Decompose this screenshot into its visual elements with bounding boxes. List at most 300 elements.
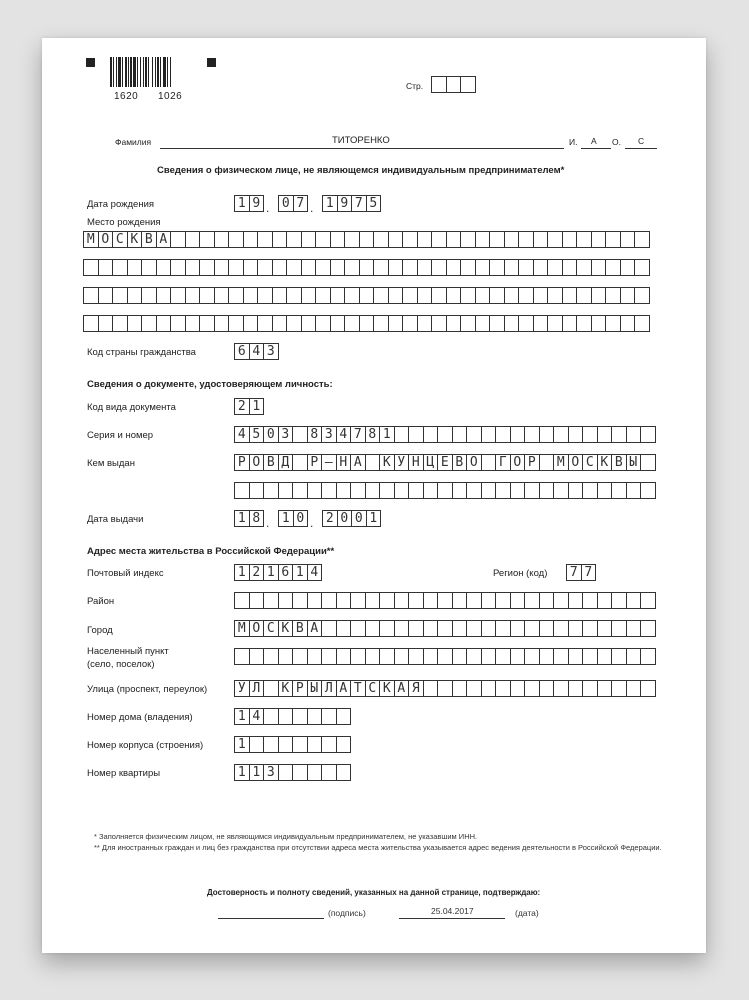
char-cell: [185, 315, 201, 332]
initial-o-value[interactable]: С: [638, 136, 645, 146]
barcode-bar: [122, 57, 123, 87]
document-series-field[interactable]: [234, 426, 655, 443]
char-cell: [591, 287, 607, 304]
barcode-bar: [113, 57, 114, 87]
char-cell: К: [597, 454, 613, 471]
char-cell: [437, 680, 453, 697]
char-cell: [431, 287, 447, 304]
issue-day-field[interactable]: [234, 510, 263, 527]
document-type-field[interactable]: [234, 398, 263, 415]
char-cell: Л: [249, 680, 265, 697]
region-label: Регион (код): [493, 568, 548, 579]
char-cell: [626, 426, 642, 443]
char-cell: 1: [249, 764, 265, 781]
char-cell: [576, 231, 592, 248]
char-cell: [597, 620, 613, 637]
char-cell: 4: [336, 426, 352, 443]
char-cell: [466, 592, 482, 609]
barcode-number-right: 1026: [158, 91, 183, 102]
char-cell: [373, 287, 389, 304]
street-label: Улица (проспект, переулок): [87, 684, 208, 695]
char-cell: [533, 287, 549, 304]
char-cell: [170, 315, 186, 332]
char-cell: 4: [249, 343, 265, 360]
char-cell: Е: [437, 454, 453, 471]
char-cell: А: [336, 680, 352, 697]
char-cell: 0: [337, 510, 353, 527]
char-cell: А: [394, 680, 410, 697]
char-cell: [640, 620, 656, 637]
char-cell: [199, 287, 215, 304]
char-cell: [452, 592, 468, 609]
char-cell: [626, 620, 642, 637]
document-type-label: Код вида документа: [87, 402, 176, 413]
char-cell: [307, 736, 323, 753]
signature-label: (подпись): [328, 908, 366, 918]
char-cell: 2: [322, 510, 338, 527]
char-cell: Д: [278, 454, 294, 471]
char-cell: [286, 259, 302, 276]
char-cell: [562, 315, 578, 332]
char-cell: [257, 287, 273, 304]
char-cell: [141, 287, 157, 304]
char-cell: [315, 315, 331, 332]
barcode: [110, 57, 194, 87]
char-cell: Ы: [626, 454, 642, 471]
char-cell: 1: [379, 426, 395, 443]
char-cell: [83, 259, 99, 276]
char-cell: [475, 231, 491, 248]
char-cell: [185, 287, 201, 304]
char-cell: [321, 482, 337, 499]
birth-month-field[interactable]: [278, 195, 307, 212]
char-cell: [394, 648, 410, 665]
char-cell: М: [553, 454, 569, 471]
char-cell: [278, 648, 294, 665]
char-cell: [292, 764, 308, 781]
char-cell: [568, 426, 584, 443]
char-cell: [437, 620, 453, 637]
char-cell: [199, 315, 215, 332]
char-cell: [518, 287, 534, 304]
char-cell: 7: [566, 564, 582, 581]
char-cell: 0: [351, 510, 367, 527]
birth-date-label: Дата рождения: [87, 199, 155, 210]
corner-marker: [86, 58, 95, 67]
char-cell: [112, 287, 128, 304]
char-cell: К: [278, 680, 294, 697]
char-cell: Л: [321, 680, 337, 697]
char-cell: С: [112, 231, 128, 248]
char-cell: [446, 287, 462, 304]
char-cell: [286, 231, 302, 248]
char-cell: О: [249, 620, 265, 637]
char-cell: [640, 454, 656, 471]
char-cell: [249, 736, 265, 753]
char-cell: [452, 426, 468, 443]
signature-date-value[interactable]: 25.04.2017: [431, 906, 474, 916]
char-cell: [379, 482, 395, 499]
char-cell: 7: [351, 195, 367, 212]
char-cell: [344, 315, 360, 332]
initial-i-value[interactable]: А: [591, 136, 597, 146]
date-line: [399, 918, 505, 919]
flat-field[interactable]: [234, 764, 350, 781]
surname-value[interactable]: ТИТОРЕНКО: [332, 135, 390, 146]
district-label: Район: [87, 596, 115, 607]
char-cell: 7: [581, 564, 597, 581]
char-cell: 1: [292, 564, 308, 581]
char-cell: [379, 648, 395, 665]
char-cell: [620, 259, 636, 276]
char-cell: [336, 620, 352, 637]
char-cell: [388, 231, 404, 248]
document-issued-by-line-2[interactable]: [234, 482, 655, 499]
char-cell: [431, 259, 447, 276]
char-cell: О: [249, 454, 265, 471]
barcode-bar: [155, 57, 156, 87]
char-cell: [533, 315, 549, 332]
char-cell: В: [141, 231, 157, 248]
char-cell: [321, 620, 337, 637]
char-cell: [373, 231, 389, 248]
char-cell: [423, 680, 439, 697]
postal-label: Почтовый индекс: [87, 568, 164, 579]
char-cell: [301, 259, 317, 276]
char-cell: [228, 315, 244, 332]
char-cell: [605, 287, 621, 304]
char-cell: [214, 287, 230, 304]
char-cell: О: [510, 454, 526, 471]
char-cell: [640, 592, 656, 609]
char-cell: [243, 231, 259, 248]
char-cell: [112, 315, 128, 332]
char-cell: [98, 287, 114, 304]
char-cell: [278, 708, 294, 725]
char-cell: О: [98, 231, 114, 248]
citizenship-field[interactable]: [234, 343, 278, 360]
char-cell: [634, 287, 650, 304]
char-cell: О: [466, 454, 482, 471]
char-cell: [423, 592, 439, 609]
char-cell: [228, 259, 244, 276]
settlement-sublabel: (село, поселок): [87, 659, 155, 670]
char-cell: [394, 620, 410, 637]
confirmation-text: Достоверность и полноту сведений, указанных на данной странице, подтверждаю:: [207, 888, 541, 897]
char-cell: [539, 680, 555, 697]
birth-year-field[interactable]: [322, 195, 380, 212]
char-cell: [640, 648, 656, 665]
birth-place-line-4[interactable]: [83, 315, 649, 332]
char-cell: Н: [408, 454, 424, 471]
char-cell: 5: [249, 426, 265, 443]
char-cell: [539, 426, 555, 443]
char-cell: [611, 592, 627, 609]
district-field[interactable]: [234, 592, 655, 609]
char-cell: [504, 287, 520, 304]
char-cell: Ы: [307, 680, 323, 697]
char-cell: К: [379, 680, 395, 697]
char-cell: [98, 259, 114, 276]
char-cell: [417, 315, 433, 332]
char-cell: [481, 620, 497, 637]
barcode-bar: [125, 57, 127, 87]
char-cell: А: [156, 231, 172, 248]
char-cell: [286, 315, 302, 332]
char-cell: [539, 620, 555, 637]
char-cell: [510, 592, 526, 609]
char-cell: [243, 315, 259, 332]
char-cell: [263, 736, 279, 753]
char-cell: [417, 287, 433, 304]
char-cell: [278, 482, 294, 499]
char-cell: [301, 315, 317, 332]
char-cell: [408, 426, 424, 443]
birth-place-label: Место рождения: [87, 217, 161, 228]
char-cell: [423, 426, 439, 443]
char-cell: [359, 315, 375, 332]
char-cell: [553, 592, 569, 609]
char-cell: [330, 259, 346, 276]
char-cell: [452, 648, 468, 665]
char-cell: [408, 592, 424, 609]
initial-o-label: О.: [612, 137, 621, 147]
char-cell: [591, 231, 607, 248]
char-cell: [83, 315, 99, 332]
char-cell: 2: [249, 564, 265, 581]
char-cell: [228, 287, 244, 304]
char-cell: С: [582, 454, 598, 471]
char-cell: [301, 287, 317, 304]
char-cell: [591, 259, 607, 276]
char-cell: [234, 592, 250, 609]
char-cell: [257, 315, 273, 332]
page-number-field[interactable]: [431, 76, 475, 93]
char-cell: [640, 482, 656, 499]
birth-place-line-2[interactable]: [83, 259, 649, 276]
char-cell: [481, 482, 497, 499]
birth-day-field[interactable]: [234, 195, 263, 212]
char-cell: [539, 482, 555, 499]
char-cell: [249, 648, 265, 665]
char-cell: [524, 592, 540, 609]
char-cell: [466, 482, 482, 499]
footnote-2: ** Для иностранных граждан и лиц без гражданства при отсутствии адреса места жительства указывается адрес ведения деятельности в Российской Федерации.: [94, 843, 662, 852]
char-cell: Ц: [423, 454, 439, 471]
char-cell: [321, 592, 337, 609]
char-cell: [292, 426, 308, 443]
char-cell: [156, 259, 172, 276]
char-cell: [307, 592, 323, 609]
char-cell: С: [263, 620, 279, 637]
char-cell: [437, 426, 453, 443]
barcode-bar: [110, 57, 112, 87]
char-cell: [626, 592, 642, 609]
char-cell: [234, 648, 250, 665]
char-cell: [481, 426, 497, 443]
char-cell: [466, 426, 482, 443]
char-cell: [336, 736, 352, 753]
char-cell: [460, 287, 476, 304]
char-cell: [272, 287, 288, 304]
barcode-bar: [170, 57, 171, 87]
char-cell: [475, 315, 491, 332]
char-cell: [263, 482, 279, 499]
char-cell: [431, 315, 447, 332]
building-label: Номер корпуса (строения): [87, 740, 204, 751]
char-cell: 4: [249, 708, 265, 725]
document-issued-by-line-1[interactable]: [234, 454, 655, 471]
document-issued-by-label: Кем выдан: [87, 458, 135, 469]
char-cell: [228, 231, 244, 248]
char-cell: [582, 592, 598, 609]
region-field[interactable]: [566, 564, 595, 581]
char-cell: [83, 287, 99, 304]
char-cell: [510, 482, 526, 499]
page-number-label: Стр.: [406, 81, 424, 91]
char-cell: [263, 592, 279, 609]
char-cell: [394, 426, 410, 443]
char-cell: [568, 482, 584, 499]
char-cell: К: [379, 454, 395, 471]
char-cell: [365, 620, 381, 637]
char-cell: [307, 708, 323, 725]
char-cell: 8: [365, 426, 381, 443]
char-cell: [620, 315, 636, 332]
char-cell: [388, 259, 404, 276]
initial-i-underline: [581, 148, 611, 149]
char-cell: [547, 287, 563, 304]
house-label: Номер дома (владения): [87, 712, 193, 723]
char-cell: [344, 287, 360, 304]
char-cell: [257, 231, 273, 248]
char-cell: [510, 620, 526, 637]
char-cell: [460, 231, 476, 248]
char-cell: [547, 315, 563, 332]
char-cell: Н: [336, 454, 352, 471]
char-cell: 1: [234, 764, 250, 781]
street-field[interactable]: [234, 680, 655, 697]
char-cell: [481, 592, 497, 609]
char-cell: [510, 680, 526, 697]
char-cell: [292, 482, 308, 499]
char-cell: 8: [307, 426, 323, 443]
char-cell: [292, 648, 308, 665]
char-cell: [504, 231, 520, 248]
initial-o-underline: [625, 148, 657, 149]
corner-marker: [207, 58, 216, 67]
char-cell: [562, 287, 578, 304]
char-cell: [626, 680, 642, 697]
char-cell: 3: [263, 764, 279, 781]
char-cell: [214, 259, 230, 276]
char-cell: Г: [495, 454, 511, 471]
char-cell: [373, 315, 389, 332]
char-cell: [495, 426, 511, 443]
char-cell: [321, 648, 337, 665]
char-cell: [359, 231, 375, 248]
char-cell: [446, 259, 462, 276]
building-field[interactable]: [234, 736, 350, 753]
date-separator: .: [266, 516, 270, 530]
settlement-field[interactable]: [234, 648, 655, 665]
char-cell: 7: [350, 426, 366, 443]
char-cell: 1: [263, 564, 279, 581]
char-cell: [568, 680, 584, 697]
char-cell: [249, 482, 265, 499]
char-cell: [307, 648, 323, 665]
char-cell: [437, 648, 453, 665]
char-cell: [321, 764, 337, 781]
char-cell: [568, 620, 584, 637]
char-cell: [446, 315, 462, 332]
char-cell: [394, 592, 410, 609]
settlement-label: Населенный пункт: [87, 646, 169, 657]
char-cell: [510, 648, 526, 665]
postal-field[interactable]: [234, 564, 321, 581]
date-separator: .: [310, 516, 314, 530]
house-field[interactable]: [234, 708, 350, 725]
char-cell: [199, 259, 215, 276]
char-cell: [634, 315, 650, 332]
char-cell: [336, 648, 352, 665]
footnote-1: * Заполняется физическим лицом, не являющимся индивидуальным предпринимателем, не указавшим ИНН.: [94, 832, 478, 841]
issue-month-field[interactable]: [278, 510, 307, 527]
address-heading: Адрес места жительства в Российской Федерации**: [87, 546, 335, 557]
char-cell: 1: [234, 564, 250, 581]
char-cell: [452, 482, 468, 499]
char-cell: [336, 708, 352, 725]
char-cell: [388, 315, 404, 332]
char-cell: 6: [234, 343, 250, 360]
char-cell: [582, 426, 598, 443]
char-cell: [489, 287, 505, 304]
char-cell: 8: [249, 510, 265, 527]
signature-line[interactable]: [218, 918, 324, 919]
char-cell: [365, 592, 381, 609]
birth-place-line-1[interactable]: [83, 231, 649, 248]
char-cell: [640, 680, 656, 697]
barcode-bar: [152, 57, 153, 87]
char-cell: [597, 592, 613, 609]
char-cell: [591, 315, 607, 332]
barcode-bar: [167, 57, 168, 87]
char-cell: [495, 620, 511, 637]
issue-year-field[interactable]: [322, 510, 380, 527]
char-cell: [611, 426, 627, 443]
char-cell: [582, 482, 598, 499]
char-cell: [127, 315, 143, 332]
char-cell: [524, 620, 540, 637]
char-cell: [292, 708, 308, 725]
barcode-bar: [128, 57, 129, 87]
char-cell: [582, 648, 598, 665]
city-field[interactable]: [234, 620, 655, 637]
char-cell: 1: [234, 736, 250, 753]
birth-place-line-3[interactable]: [83, 287, 649, 304]
char-cell: [127, 287, 143, 304]
char-cell: [446, 231, 462, 248]
char-cell: [156, 315, 172, 332]
form-title: Сведения о физическом лице, не являющемся индивидуальным предпринимателем*: [157, 165, 565, 176]
char-cell: [524, 482, 540, 499]
document-series-label: Серия и номер: [87, 430, 154, 441]
char-cell: [562, 231, 578, 248]
char-cell: [495, 482, 511, 499]
char-cell: [576, 259, 592, 276]
char-cell: [446, 76, 462, 93]
char-cell: [431, 76, 447, 93]
